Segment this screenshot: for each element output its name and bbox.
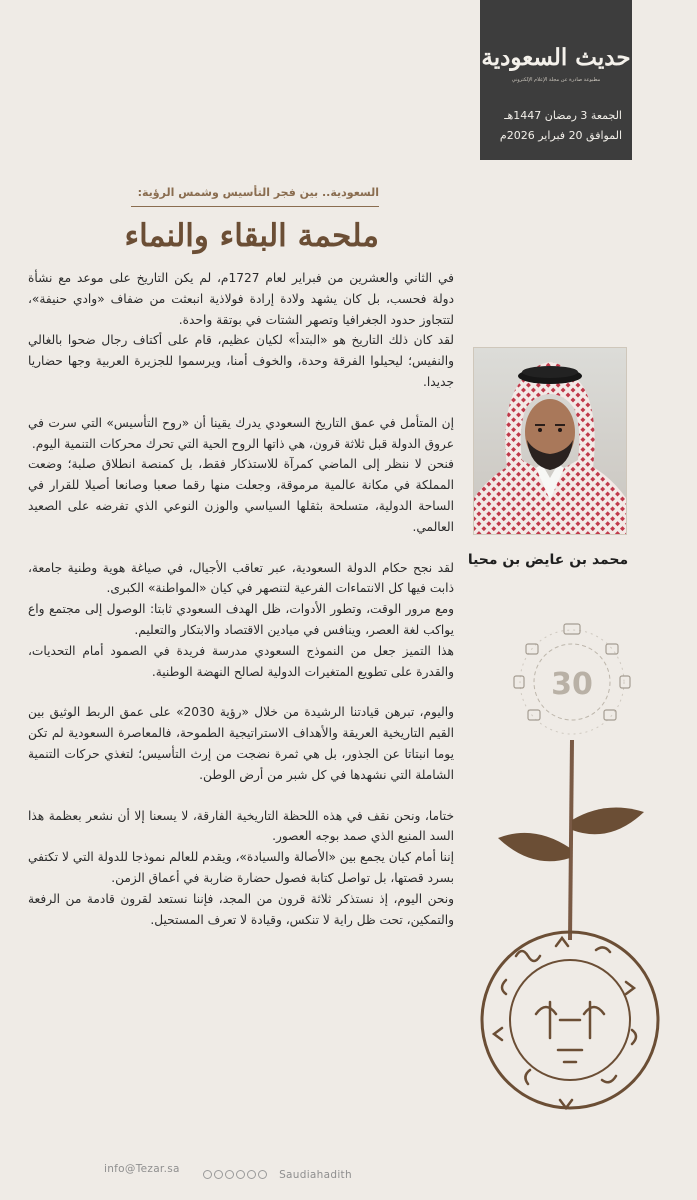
author-portrait bbox=[473, 347, 627, 535]
brand-tagline: مطبوعة صادرة عن مجلة الإعلام الإلكتروني bbox=[511, 77, 601, 83]
article-paragraph: واليوم، تبرهن قيادتنا الرشيدة من خلال «رؤية 2030» على عمق الربط الوثيق بين القيم التاريخية العريقة والأهداف الاستراتيجية الطموحة، فالمعاصرة السعودية لم تكن يوما انبتاتا عن الجذور، بل هي ثمرة نضجت من إرث التأسيس؛ لتغذي حركات التنمية الشاملة التي نشهدها في كل شبر من أرض الوطن. bbox=[28, 705, 454, 782]
article-body bbox=[28, 268, 454, 930]
article-paragraph: ونحن اليوم، إذ نستذكر ثلاثة قرون من المجد، فإننا نستعد لقرون قادمة من الرفعة والتمكين، تحت ظل راية لا تنكس، وقيادة لا تعرف المستحيل. bbox=[28, 891, 454, 927]
article-paragraph: ومع مرور الوقت، وتطور الأدوات، ظل الهدف السعودي ثابتا: الوصول إلى مجتمع واع يواكب لغة العصر، وينافس في ميادين الاقتصاد والابتكار والتعليم. bbox=[28, 602, 454, 637]
author-photo-illustration bbox=[474, 348, 626, 534]
youtube-icon[interactable] bbox=[236, 1170, 245, 1179]
article-paragraph: إننا أمام كيان يجمع بين «الأصالة والسيادة»، ويقدم للعالم نموذجا للدولة التي لا تكتفي بسرد قصتها، بل تواصل كتابة فصول حضارة ضاربة في أعماق الزمن. bbox=[28, 850, 454, 885]
emblem-leaf-left bbox=[498, 833, 570, 861]
instagram-icon[interactable] bbox=[247, 1170, 256, 1179]
article-kicker: السعودية.. بين فجر التأسيس وشمس الرؤية: bbox=[137, 186, 379, 199]
footer-handle[interactable]: Saudiahadith bbox=[279, 1168, 352, 1181]
brand-logo: حديث السعودية bbox=[481, 44, 631, 71]
globe-icon[interactable] bbox=[203, 1170, 212, 1179]
emblem-30-badge bbox=[514, 624, 630, 734]
emblem-stem bbox=[570, 740, 572, 940]
footer-email[interactable]: info@Tezar.sa bbox=[104, 1163, 180, 1175]
snapchat-icon[interactable] bbox=[214, 1170, 223, 1179]
article-paragraph: ختاما، ونحن نقف في هذه اللحظة التاريخية الفارقة، لا يسعنا إلا أن نشعر بعظمة هذا السد المنيع الذي صمد بوجه العصور. bbox=[28, 808, 454, 844]
emblem-seal bbox=[482, 932, 658, 1108]
founding-day-emblem bbox=[476, 610, 666, 1130]
kicker-divider bbox=[131, 206, 379, 207]
masthead-box bbox=[480, 0, 632, 160]
issue-date-gregorian: الموافق 20 فبراير 2026م bbox=[499, 129, 622, 142]
footer-social bbox=[203, 1164, 352, 1183]
article-paragraph: إن المتأمل في عمق التاريخ السعودي يدرك يقينا أن «روح التأسيس» التي سرت في عروق الدولة قبل ثلاثة قرون، هي ذاتها الروح الحية التي تحرك محركات التنمية اليوم. bbox=[28, 415, 454, 451]
article-paragraph: في الثاني والعشرين من فبراير لعام 1727م، لم يكن التاريخ على موعد مع نشأة دولة فحسب، بل كان يشهد ولادة إرادة فولاذية انبعثت من ضفاف «وادي حنيفة»، لتتجاوز حدود الجغرافيا وتصهر الشتات في بوتقة واحدة. bbox=[28, 271, 455, 327]
issue-date-hijri: الجمعة 3 رمضان 1447هـ bbox=[504, 109, 622, 122]
author-name: محمد بن عايض بن محيا bbox=[467, 552, 629, 568]
article-paragraph: لقد كان ذلك التاريخ هو «البتدأ» لكيان عظيم، قام على أكتاف رجال ضحوا بالغالي والنفيس؛ ليحيلوا الفرقة وحدة، والخوف أمنا، ويرسموا للجزيرة العربية وجها حضاريا جديدا. bbox=[28, 333, 454, 389]
tiktok-icon[interactable] bbox=[258, 1170, 267, 1179]
article-paragraph: لقد نجح حكام الدولة السعودية، عبر تعاقب الأجيال، في صياغة هوية وطنية جامعة، ذابت فيها كل الانتماءات الفرعية لتنصهر في كيان «المواطنة» الكبرى. bbox=[28, 560, 454, 596]
emblem-leaf-right bbox=[572, 808, 644, 835]
x-icon[interactable] bbox=[225, 1170, 234, 1179]
article-paragraph: فنحن لا ننظر إلى الماضي كمرآة للاستذكار فقط، بل كمنصة انطلاق صلبة؛ وضعت المملكة في مكانة عالمية مرموقة، وجعلت منها رقما صعبا وصانعا أصيلا للقرار في الساحة الدولية، متسلحة بثقلها السياسي والوزن النوعي الذي تفرضه على الصعيد العالمي. bbox=[28, 457, 454, 534]
article-paragraph: هذا التميز جعل من النموذج السعودي مدرسة فريدة في الصمود أمام التحديات، والقدرة على تطويع المتغيرات الدولية لصالح النهضة الوطنية. bbox=[28, 643, 454, 679]
emblem-number: 30 bbox=[551, 667, 593, 702]
issue-date bbox=[500, 106, 622, 146]
article-headline: ملحمة البقاء والنماء bbox=[124, 218, 379, 254]
